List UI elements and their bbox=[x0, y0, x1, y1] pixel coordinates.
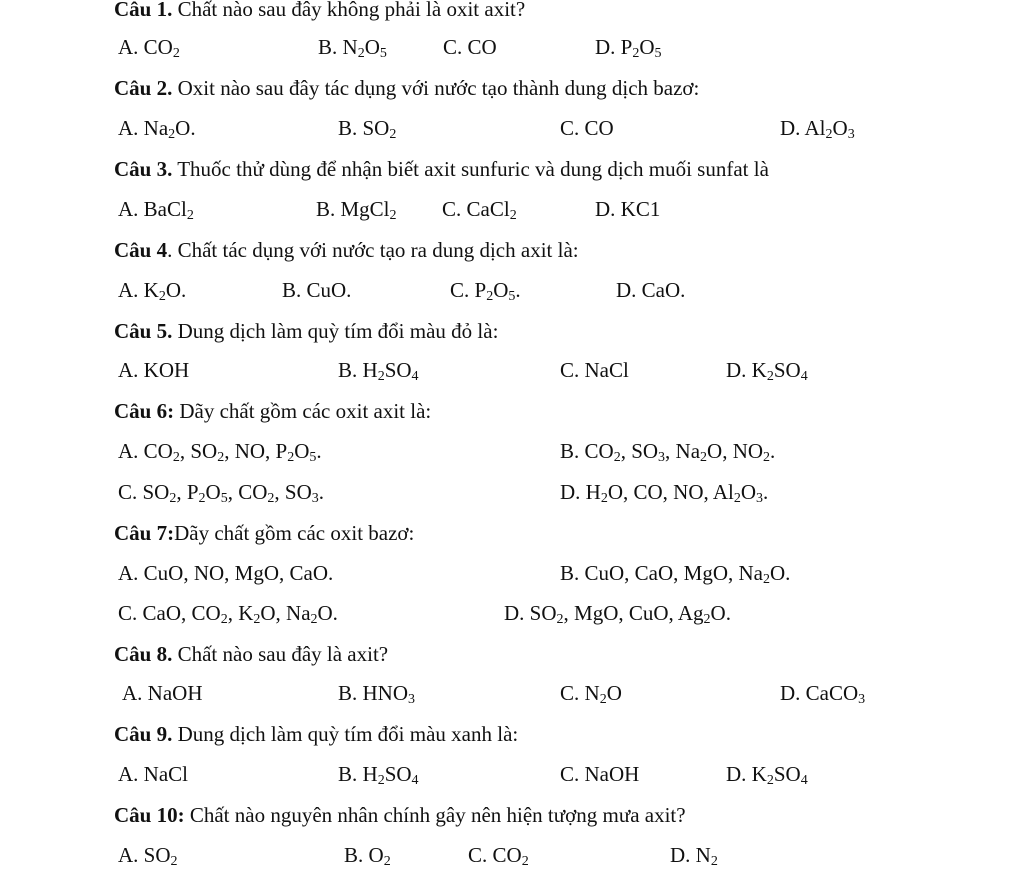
option-text: O. bbox=[317, 601, 338, 625]
answer-option-d bbox=[670, 842, 718, 868]
answer-option-b bbox=[282, 277, 351, 303]
option-text: A. NaOH bbox=[122, 681, 203, 705]
option-text: A. SO bbox=[118, 843, 171, 867]
option-text: O bbox=[294, 439, 310, 463]
option-text: , SO bbox=[620, 439, 659, 463]
subscript: 2 bbox=[217, 450, 225, 465]
question-text: Dãy chất gồm các oxit bazơ: bbox=[174, 521, 415, 545]
subscript: 2 bbox=[766, 773, 774, 788]
option-text: , NO, P bbox=[224, 439, 288, 463]
option-text: B. SO bbox=[338, 116, 390, 140]
option-text: C. N bbox=[560, 681, 600, 705]
answer-option-c bbox=[560, 761, 639, 787]
option-text: C. CaCl bbox=[442, 197, 510, 221]
question-text: Thuốc thử dùng để nhận biết axit sunfuric và dung dịch muối sunfat là bbox=[172, 157, 769, 181]
subscript: 2 bbox=[733, 491, 741, 506]
option-text: D. CaO. bbox=[616, 278, 686, 302]
option-text: B. MgCl bbox=[316, 197, 390, 221]
option-text: C. CaO, CO bbox=[118, 601, 221, 625]
answer-option-b bbox=[338, 357, 419, 383]
answer-option-a bbox=[118, 34, 180, 60]
subscript: 2 bbox=[486, 289, 494, 304]
option-text: C. NaOH bbox=[560, 762, 640, 786]
subscript: 2 bbox=[357, 46, 365, 61]
subscript: 5 bbox=[309, 450, 317, 465]
answer-option-b bbox=[318, 34, 387, 60]
answer-option-d bbox=[780, 680, 865, 706]
option-text: D. P bbox=[595, 35, 633, 59]
option-text: D. K bbox=[726, 358, 767, 382]
subscript: 2 bbox=[383, 854, 391, 869]
subscript: 2 bbox=[710, 854, 718, 869]
option-text: D. KC1 bbox=[595, 197, 661, 221]
option-text: SO bbox=[384, 762, 412, 786]
option-text: C. SO bbox=[118, 480, 170, 504]
answer-option-d bbox=[780, 115, 855, 141]
question-text: Oxit nào sau đây tác dụng với nước tạo thành dung dịch bazơ: bbox=[172, 76, 700, 100]
option-text: . bbox=[770, 439, 776, 463]
answer-option-d bbox=[504, 600, 731, 626]
option-text: SO bbox=[773, 762, 801, 786]
answer-option-c bbox=[442, 196, 517, 222]
option-text: SO bbox=[773, 358, 801, 382]
question-5 bbox=[114, 318, 498, 344]
subscript: 2 bbox=[599, 692, 607, 707]
subscript: 2 bbox=[377, 773, 385, 788]
option-text: C. NaCl bbox=[560, 358, 629, 382]
option-text: O bbox=[493, 278, 509, 302]
question-label: Câu 6: bbox=[114, 399, 175, 423]
question-10 bbox=[114, 802, 686, 828]
option-text: D. H bbox=[560, 480, 601, 504]
option-text: B. H bbox=[338, 358, 378, 382]
answer-option-a bbox=[118, 277, 186, 303]
answer-option-c bbox=[560, 357, 629, 383]
subscript: 5 bbox=[654, 46, 662, 61]
question-label: Câu 5. bbox=[114, 319, 173, 343]
question-label: Câu 3. bbox=[114, 157, 173, 181]
answer-option-b bbox=[560, 438, 775, 464]
subscript: 4 bbox=[411, 773, 419, 788]
option-text: B. HNO bbox=[338, 681, 409, 705]
question-text: . Chất tác dụng với nước tạo ra dung dịch axit là: bbox=[167, 238, 579, 262]
option-text: C. CO bbox=[560, 116, 614, 140]
question-text: Dãy chất gồm các oxit axit là: bbox=[174, 399, 432, 423]
subscript: 3 bbox=[756, 491, 764, 506]
subscript: 4 bbox=[800, 369, 808, 384]
option-text: . bbox=[763, 480, 769, 504]
option-text: D. SO bbox=[504, 601, 557, 625]
answer-option-c bbox=[118, 479, 324, 505]
option-text: , P bbox=[176, 480, 199, 504]
question-4 bbox=[114, 237, 579, 263]
answer-option-b bbox=[338, 761, 419, 787]
subscript: 2 bbox=[169, 491, 177, 506]
option-text: , SO bbox=[274, 480, 312, 504]
question-text: Dung dịch làm quỳ tím đổi màu đỏ là: bbox=[172, 319, 499, 343]
option-text: O, Na bbox=[260, 601, 311, 625]
option-text: O bbox=[606, 681, 622, 705]
subscript: 5 bbox=[220, 491, 228, 506]
answer-option-c bbox=[468, 842, 529, 868]
question-9 bbox=[114, 721, 518, 747]
answer-option-c bbox=[560, 115, 614, 141]
subscript: 2 bbox=[509, 208, 517, 223]
answer-option-d bbox=[560, 479, 768, 505]
question-label: Câu 10: bbox=[114, 803, 185, 827]
subscript: 2 bbox=[556, 612, 564, 627]
option-text: O bbox=[740, 480, 757, 504]
answer-option-b bbox=[316, 196, 397, 222]
option-text: . bbox=[316, 439, 322, 463]
question-3 bbox=[114, 156, 769, 182]
subscript: 2 bbox=[700, 450, 708, 465]
option-text: O. bbox=[175, 116, 196, 140]
answer-option-a bbox=[118, 196, 194, 222]
option-text: A. Na bbox=[118, 116, 169, 140]
subscript: 4 bbox=[800, 773, 808, 788]
option-text: O bbox=[205, 480, 221, 504]
answer-option-b bbox=[560, 560, 790, 586]
subscript: 2 bbox=[310, 612, 318, 627]
option-text: O. bbox=[710, 601, 731, 625]
answer-option-b bbox=[338, 680, 415, 706]
option-text: B. N bbox=[318, 35, 358, 59]
option-text: , K bbox=[227, 601, 254, 625]
answer-option-a bbox=[118, 438, 322, 464]
question-label: Câu 8. bbox=[114, 642, 173, 666]
option-text: B. CuO, CaO, MgO, Na bbox=[560, 561, 763, 585]
question-label: Câu 4 bbox=[114, 238, 168, 262]
subscript: 2 bbox=[389, 208, 397, 223]
question-label: Câu 9. bbox=[114, 722, 173, 746]
option-text: B. CO bbox=[560, 439, 614, 463]
subscript: 2 bbox=[253, 612, 261, 627]
subscript: 2 bbox=[825, 127, 833, 142]
option-text: A. NaCl bbox=[118, 762, 188, 786]
subscript: 2 bbox=[172, 450, 180, 465]
question-8 bbox=[114, 641, 388, 667]
option-text: A. CuO, NO, MgO, CaO. bbox=[118, 561, 334, 585]
answer-option-a bbox=[118, 560, 333, 586]
option-text: C. P bbox=[450, 278, 487, 302]
question-text: Chất nào nguyên nhân chính gây nên hiện tượng mưa axit? bbox=[184, 803, 686, 827]
option-text: O, NO bbox=[707, 439, 764, 463]
option-text: SO bbox=[384, 358, 412, 382]
question-2 bbox=[114, 75, 699, 101]
answer-option-d bbox=[595, 34, 662, 60]
subscript: 3 bbox=[408, 692, 416, 707]
option-text: B. H bbox=[338, 762, 378, 786]
subscript: 5 bbox=[379, 46, 387, 61]
option-text: O bbox=[832, 116, 848, 140]
subscript: 2 bbox=[377, 369, 385, 384]
option-text: A. KOH bbox=[118, 358, 190, 382]
option-text: O bbox=[364, 35, 380, 59]
answer-option-b bbox=[344, 842, 391, 868]
answer-option-a bbox=[122, 680, 202, 706]
question-text: Chất nào sau đây là axit? bbox=[172, 642, 389, 666]
subscript: 3 bbox=[858, 692, 866, 707]
question-text: Chất nào sau đây không phải là oxit axit? bbox=[172, 0, 526, 21]
subscript: 2 bbox=[389, 127, 397, 142]
option-text: B. O bbox=[344, 843, 384, 867]
option-text: A. CO bbox=[118, 439, 173, 463]
option-text: , MgO, CuO, Ag bbox=[563, 601, 704, 625]
subscript: 2 bbox=[220, 612, 228, 627]
option-text: A. K bbox=[118, 278, 159, 302]
option-text: C. CO bbox=[443, 35, 497, 59]
answer-option-a bbox=[118, 357, 189, 383]
subscript: 2 bbox=[763, 450, 771, 465]
answer-option-c bbox=[450, 277, 521, 303]
question-7 bbox=[114, 520, 414, 546]
answer-option-c bbox=[443, 34, 497, 60]
option-text: . bbox=[318, 480, 325, 504]
option-text: D. N bbox=[670, 843, 711, 867]
subscript: 2 bbox=[703, 612, 711, 627]
option-text: A. CO bbox=[118, 35, 173, 59]
answer-option-d bbox=[726, 357, 808, 383]
option-text: . bbox=[515, 278, 521, 302]
option-text: , CO bbox=[227, 480, 268, 504]
answer-option-d bbox=[726, 761, 808, 787]
answer-option-d bbox=[616, 277, 685, 303]
option-text: O. bbox=[770, 561, 791, 585]
subscript: 4 bbox=[411, 369, 419, 384]
subscript: 5 bbox=[508, 289, 516, 304]
subscript: 2 bbox=[766, 369, 774, 384]
answer-option-a bbox=[118, 842, 178, 868]
question-text: Dung dịch làm quỳ tím đổi màu xanh là: bbox=[172, 722, 519, 746]
subscript: 2 bbox=[186, 208, 194, 223]
subscript: 2 bbox=[267, 491, 275, 506]
answer-option-a bbox=[118, 115, 196, 141]
subscript: 3 bbox=[847, 127, 855, 142]
subscript: 2 bbox=[170, 854, 178, 869]
subscript: 3 bbox=[311, 491, 319, 506]
option-text: O, CO, NO, Al bbox=[607, 480, 734, 504]
answer-option-c bbox=[560, 680, 622, 706]
option-text: D. CaCO bbox=[780, 681, 859, 705]
answer-option-a bbox=[118, 761, 188, 787]
option-text: D. Al bbox=[780, 116, 826, 140]
option-text: C. CO bbox=[468, 843, 522, 867]
subscript: 2 bbox=[521, 854, 529, 869]
subscript: 2 bbox=[198, 491, 206, 506]
subscript: 2 bbox=[287, 450, 295, 465]
subscript: 2 bbox=[158, 289, 166, 304]
option-text: , Na bbox=[665, 439, 701, 463]
subscript: 3 bbox=[658, 450, 666, 465]
question-6 bbox=[114, 398, 431, 424]
question-label: Câu 7: bbox=[114, 521, 175, 545]
option-text: B. CuO. bbox=[282, 278, 352, 302]
option-text: D. K bbox=[726, 762, 767, 786]
subscript: 2 bbox=[168, 127, 176, 142]
option-text: , SO bbox=[179, 439, 218, 463]
subscript: 2 bbox=[632, 46, 640, 61]
question-1 bbox=[114, 0, 525, 22]
subscript: 2 bbox=[763, 572, 770, 587]
answer-option-c bbox=[118, 600, 338, 626]
question-label: Câu 1. bbox=[114, 0, 173, 21]
subscript: 2 bbox=[613, 450, 621, 465]
subscript: 2 bbox=[600, 491, 608, 506]
option-text: O. bbox=[165, 278, 187, 302]
option-text: A. BaCl bbox=[118, 197, 187, 221]
question-label: Câu 2. bbox=[114, 76, 173, 100]
option-text: O bbox=[639, 35, 655, 59]
answer-option-b bbox=[338, 115, 396, 141]
answer-option-d bbox=[595, 196, 660, 222]
subscript: 2 bbox=[172, 46, 180, 61]
